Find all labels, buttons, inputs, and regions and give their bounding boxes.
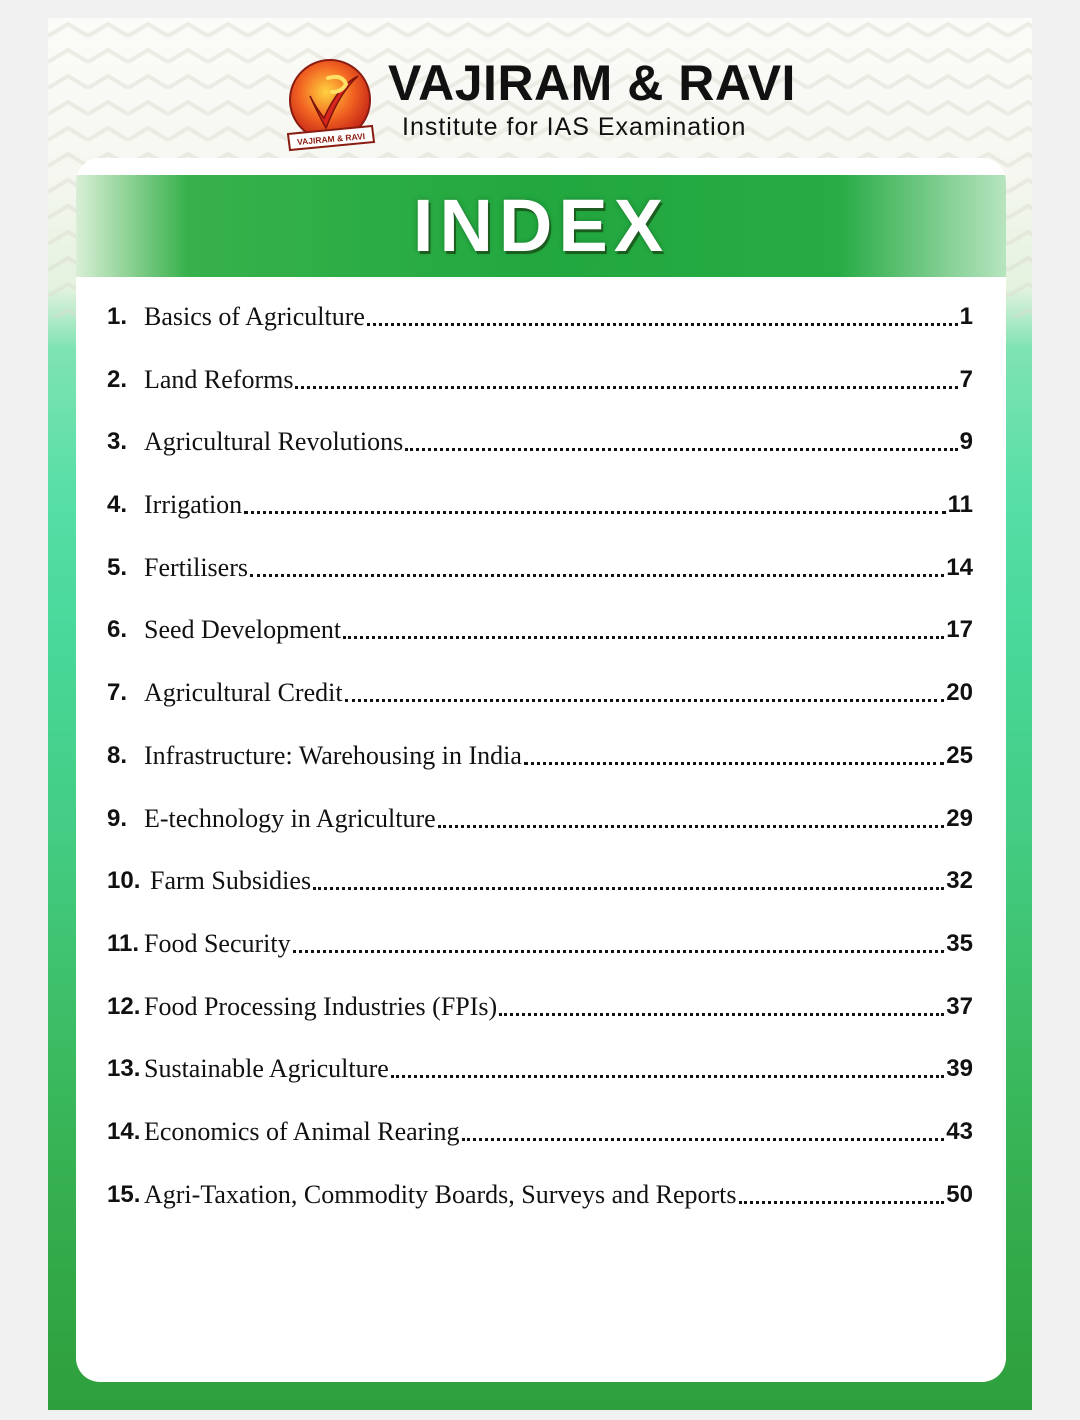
toc-dot-leader bbox=[345, 676, 945, 710]
toc-entry-title: Farm Subsidies bbox=[150, 866, 312, 896]
toc-dot-leader bbox=[499, 990, 944, 1024]
toc-entry[interactable] bbox=[107, 676, 973, 739]
toc-entry-number: 15. bbox=[107, 1180, 141, 1208]
toc-entry-page: 35 bbox=[946, 929, 973, 957]
toc-entry-title: Agri-Taxation, Commodity Boards, Surveys and Reports bbox=[144, 1179, 737, 1209]
institute-header bbox=[280, 56, 820, 166]
toc-entry-number: 1. bbox=[107, 303, 128, 330]
toc-entry-page: 1 bbox=[959, 303, 973, 330]
toc-entry-title: Economics of Animal Rearing bbox=[144, 1116, 460, 1146]
toc-entry-title: Land Reforms bbox=[144, 364, 294, 394]
toc-entry-title: Agricultural Credit bbox=[144, 678, 343, 708]
index-heading: INDEX bbox=[412, 184, 670, 267]
document-page bbox=[48, 18, 1032, 1410]
toc-entry-title: Basics of Agriculture bbox=[144, 302, 365, 331]
toc-entry-title: E-technology in Agriculture bbox=[144, 803, 436, 833]
toc-entry[interactable] bbox=[107, 864, 973, 927]
toc-entry-number: 8. bbox=[107, 741, 128, 769]
toc-entry-number: 3. bbox=[107, 428, 128, 456]
toc-entry-number: 12. bbox=[107, 992, 141, 1020]
table-of-contents bbox=[107, 300, 973, 1240]
toc-entry-title: Infrastructure: Warehousing in India bbox=[144, 740, 522, 770]
toc-dot-leader bbox=[250, 551, 944, 585]
toc-entry[interactable] bbox=[107, 488, 973, 551]
toc-entry-page: 11 bbox=[947, 491, 973, 519]
toc-entry[interactable] bbox=[107, 1115, 973, 1178]
toc-entry-title: Agricultural Revolutions bbox=[144, 427, 404, 457]
toc-dot-leader bbox=[367, 300, 958, 334]
toc-entry-page: 43 bbox=[946, 1117, 973, 1145]
toc-entry-page: 7 bbox=[959, 365, 973, 393]
institute-name: VAJIRAM & RAVI bbox=[388, 55, 796, 111]
toc-entry-number: 11. bbox=[107, 929, 140, 957]
toc-entry-page: 29 bbox=[946, 804, 973, 832]
toc-entry-page: 14 bbox=[946, 553, 973, 581]
institute-tagline: Institute for IAS Examination bbox=[402, 113, 747, 141]
toc-entry[interactable] bbox=[107, 802, 973, 865]
index-banner bbox=[76, 175, 1006, 277]
toc-entry-title: Irrigation bbox=[144, 490, 243, 520]
toc-entry-page: 17 bbox=[946, 616, 973, 644]
toc-entry-number: 9. bbox=[107, 804, 128, 832]
toc-dot-leader bbox=[343, 613, 944, 647]
toc-entry[interactable] bbox=[107, 990, 973, 1053]
toc-entry[interactable] bbox=[107, 363, 973, 426]
toc-entry-number: 14. bbox=[107, 1117, 141, 1145]
toc-entry[interactable] bbox=[107, 425, 973, 488]
toc-entry-number: 2. bbox=[107, 365, 128, 393]
toc-entry-page: 9 bbox=[959, 428, 973, 456]
toc-entry[interactable] bbox=[107, 739, 973, 802]
toc-dot-leader bbox=[739, 1178, 945, 1212]
toc-entry[interactable] bbox=[107, 613, 973, 676]
toc-entry-page: 39 bbox=[946, 1055, 973, 1083]
toc-entry-page: 50 bbox=[946, 1180, 973, 1208]
toc-entry[interactable] bbox=[107, 300, 973, 363]
toc-entry-number: 4. bbox=[107, 491, 128, 519]
toc-dot-leader bbox=[391, 1052, 945, 1086]
toc-dot-leader bbox=[462, 1115, 945, 1149]
toc-dot-leader bbox=[313, 864, 944, 898]
index-card bbox=[76, 158, 1006, 1382]
toc-entry-number: 7. bbox=[107, 679, 128, 707]
toc-entry-number: 5. bbox=[107, 553, 128, 581]
toc-dot-leader bbox=[524, 739, 944, 773]
toc-dot-leader bbox=[405, 425, 957, 459]
logo-ribbon-text: VAJIRAM & RAVI bbox=[296, 131, 366, 147]
toc-entry-number: 10. bbox=[107, 867, 141, 895]
toc-entry-number: 6. bbox=[107, 616, 128, 644]
toc-entry-page: 20 bbox=[946, 679, 973, 707]
toc-entry-title: Sustainable Agriculture bbox=[144, 1054, 389, 1084]
toc-entry[interactable] bbox=[107, 927, 973, 990]
toc-entry-number: 13. bbox=[107, 1055, 141, 1083]
toc-entry-title: Fertilisers bbox=[144, 552, 248, 582]
toc-dot-leader bbox=[438, 802, 945, 836]
toc-dot-leader bbox=[293, 927, 945, 961]
toc-entry[interactable] bbox=[107, 1178, 973, 1241]
toc-entry-title: Food Security bbox=[144, 928, 291, 958]
toc-dot-leader bbox=[244, 488, 945, 522]
toc-entry-page: 25 bbox=[946, 741, 973, 769]
toc-entry-page: 37 bbox=[946, 992, 973, 1020]
vajiram-ravi-logo-icon bbox=[280, 56, 380, 152]
toc-entry[interactable] bbox=[107, 1052, 973, 1115]
toc-entry[interactable] bbox=[107, 551, 973, 614]
toc-entry-title: Food Processing Industries (FPIs) bbox=[144, 991, 498, 1021]
toc-dot-leader bbox=[295, 363, 957, 397]
toc-entry-page: 32 bbox=[946, 867, 973, 895]
toc-entry-title: Seed Development bbox=[144, 615, 342, 645]
